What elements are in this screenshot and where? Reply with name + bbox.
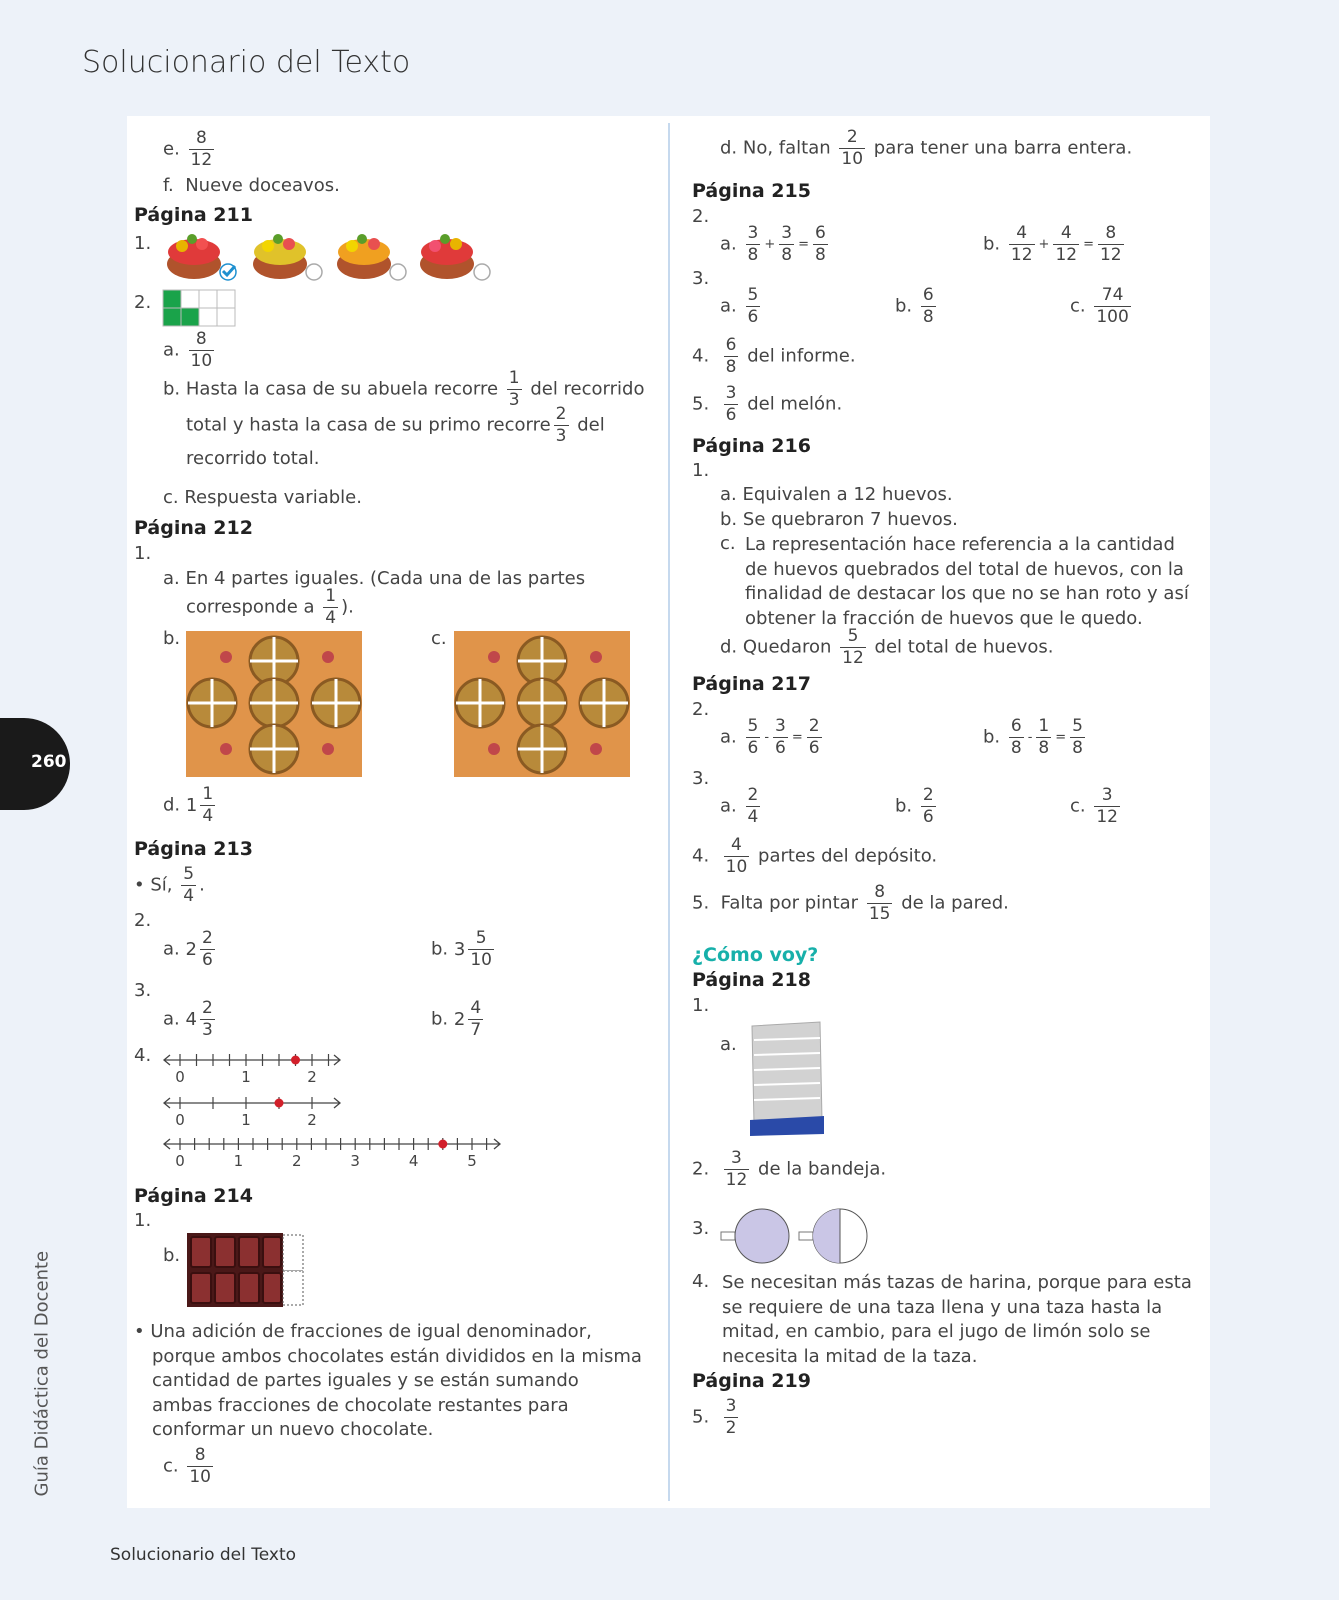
radio-empty-icon [390,264,406,280]
heading-pagina-214: Página 214 [134,1185,253,1207]
answer-215-3c: c. $\frac{74}{100}$ [1070,285,1129,327]
answer-215-5: 5. $\frac{3}{6}$ del melón. [692,383,843,425]
answer-215-2a: a. $\frac{3}{8}$ + $\frac{3}{8}$ = $\frac{6}{8}$ [720,223,826,265]
q3-number: 3. [692,768,710,789]
answer-216-a: a. Equivalen a 12 huevos. [720,484,953,505]
heading-pagina-212: Página 212 [134,517,253,539]
answer-214-c: c. $\frac{8}{10}$ [163,1445,211,1487]
como-voy-heading: ¿Cómo voy? [692,944,819,966]
basket-1 [167,234,221,279]
answer-216-c-label: c. [720,533,736,554]
q1-number: 1. [692,995,710,1016]
heading-pagina-211: Página 211 [134,204,253,226]
fraction-grid [163,290,235,326]
q2-number: 2. [134,910,152,931]
answer-218-1a-label: a. [720,1034,737,1055]
q3-number: 3. [134,980,152,1001]
basket-2 [253,234,307,279]
pizza [312,679,360,727]
q1-number: 1. [134,233,152,254]
answer-e: e. $\frac{8}{12}$ [163,128,213,170]
radio-empty-icon [306,264,322,280]
answer-213-bullet: • Sí, $\frac{5}{4}$ . [134,864,205,906]
answer-217-2a: a. $\frac{5}{6}$ - $\frac{3}{6}$ = $\frac{2}{6}$ [720,716,820,758]
answer-212-d: d. 1 $\frac{1}{4}$ [163,784,214,826]
vertical-guide-label: Guía Didáctica del Docente [31,1250,53,1497]
pizza [518,725,566,773]
footer-label: Solucionario del Texto [110,1545,297,1565]
answer-218-2: 2. $\frac{3}{12}$ de la bandeja. [692,1148,887,1190]
basket-4 [420,234,474,279]
point-marker [275,1099,284,1108]
q2-number: 2. [692,206,710,227]
tick-label: 1 [241,1068,251,1086]
tick-label: 1 [233,1152,244,1170]
pizza [250,679,298,727]
answer-214-b-label: b. [163,1245,181,1266]
answer-211-a: a. $\frac{8}{10}$ [163,329,213,371]
q1-number: 1. [134,543,152,564]
answer-216-c: La representación hace referencia a la cantidad de huevos quebrados del total de huevos, con la finalidad de destacar los que no se han roto y así obtener la fracción de huevos que le quedo. [745,534,1189,629]
page-number-tab [0,718,70,810]
heading-pagina-217: Página 217 [692,673,811,695]
number-line-3 [162,1134,502,1170]
answer-212-c-label: c. [431,628,447,649]
full-cup [721,1209,789,1263]
answer-213-3a: a. 4 $\frac{2}{3}$ [163,998,213,1040]
answer-217-3a: a. $\frac{2}{4}$ [720,785,759,827]
answer-218-4: Se necesitan más tazas de harina, porque para esta se requiere de una taza llena y una taza hasta la mitad, en cambio, para el jugo de limón solo se necesita la mitad de la taza. [722,1272,1192,1367]
answer-212-a-line1: a. En 4 partes iguales. (Cada una de las partes [163,568,586,589]
answer-d: d. No, faltan $\frac{2}{10}$ para tener una barra entera. [720,127,1133,169]
heading-pagina-216: Página 216 [692,435,811,457]
pizza [188,679,236,727]
answer-216-b: b. Se quebraron 7 huevos. [720,509,958,530]
answer-215-2b: b. $\frac{4}{12}$ + $\frac{4}{12}$ = $\frac{8}{12}$ [983,223,1122,265]
answer-215-3a: a. $\frac{5}{6}$ [720,285,759,327]
q1-number: 1. [692,460,710,481]
flower-baskets [162,226,502,284]
answer-214-bullet: • Una adición de fracciones de igual denominador, porque ambos chocolates están divididos en la misma cantidad de partes iguales y se están sumando ambas fracciones de chocolate restantes para conformar un nuevo chocolate. [134,1321,642,1440]
tick-label: 5 [467,1152,477,1170]
q3-number: 3. [692,1218,710,1239]
tick-label: 0 [175,1152,185,1170]
container-image [748,1020,826,1138]
answer-213-2b: b. 3 $\frac{5}{10}$ [431,928,492,970]
answer-215-4: 4. $\frac{6}{8}$ del informe. [692,335,856,377]
pizza [250,725,298,773]
tick-label: 2 [307,1111,317,1129]
checkmark-icon [220,264,236,280]
answer-217-3b: b. $\frac{2}{6}$ [895,785,934,827]
answer-215-3b: b. $\frac{6}{8}$ [895,285,934,327]
answer-212-a-line2: corresponde a $\frac{1}{4}$ ). [186,586,354,628]
tick-label: 1 [241,1111,251,1129]
answer-212-b-label: b. [163,628,181,649]
column-divider [668,123,670,1501]
page-number: 260 [31,752,67,772]
q1-number: 1. [134,1210,152,1231]
q3-number: 3. [692,268,710,289]
heading-pagina-215: Página 215 [692,180,811,202]
answer-217-4: 4. $\frac{4}{10}$ partes del depósito. [692,835,938,877]
tick-label: 0 [175,1111,185,1129]
point-marker [291,1056,300,1065]
pizza [456,679,504,727]
answer-211-c: c. Respuesta variable. [163,487,362,508]
tick-label: 4 [408,1152,419,1170]
answer-216-d: d. Quedaron $\frac{5}{12}$ del total de huevos. [720,626,1054,668]
pizza [580,679,628,727]
answer-211-b-line3: recorrido total. [186,448,320,469]
q2-number: 2. [692,699,710,720]
number-line-1 [162,1050,342,1086]
tick-label: 3 [350,1152,360,1170]
radio-empty-icon [474,264,490,280]
answer-217-5: 5. Falta por pintar $\frac{8}{15}$ de la pared. [692,882,1009,924]
answer-217-2b: b. $\frac{6}{8}$ - $\frac{1}{8}$ = $\frac{5}{8}$ [983,716,1083,758]
answer-219-5: 5. $\frac{3}{2}$ [692,1396,737,1438]
basket-3 [337,234,391,279]
tick-label: 0 [175,1068,185,1086]
chocolate-bar-image [187,1233,305,1307]
tick-label: 2 [292,1152,302,1170]
answer-217-3c: c. $\frac{3}{12}$ [1070,785,1118,827]
heading-pagina-219: Página 219 [692,1370,811,1392]
basket-images [162,226,502,284]
pizza [518,679,566,727]
measuring-cups-image [720,1208,870,1266]
heading-pagina-213: Página 213 [134,838,253,860]
point-marker [438,1140,447,1149]
answer-213-3b: b. 2 $\frac{4}{7}$ [431,998,482,1040]
answer-211-b-line2: total y hasta la casa de su primo recorre $\frac{2}{3}$ del [186,404,605,446]
q4-number: 4. [134,1045,152,1066]
tick-label: 2 [307,1068,317,1086]
half-cup [799,1209,867,1263]
answer-f: f. Nueve doceavos. [163,175,340,196]
heading-pagina-218: Página 218 [692,969,811,991]
q2-number: 2. [134,292,152,313]
pizza-table-image-c [454,631,630,777]
page-title: Solucionario del Texto [82,45,411,80]
pizza-table-image-b [186,631,362,777]
number-line-2 [162,1093,342,1129]
answer-211-b-line1: b. Hasta la casa de su abuela recorre $\frac{1}{3}$ del recorrido [163,368,645,410]
q4-number: 4. [692,1271,710,1292]
answer-213-2a: a. 2 $\frac{2}{6}$ [163,928,213,970]
